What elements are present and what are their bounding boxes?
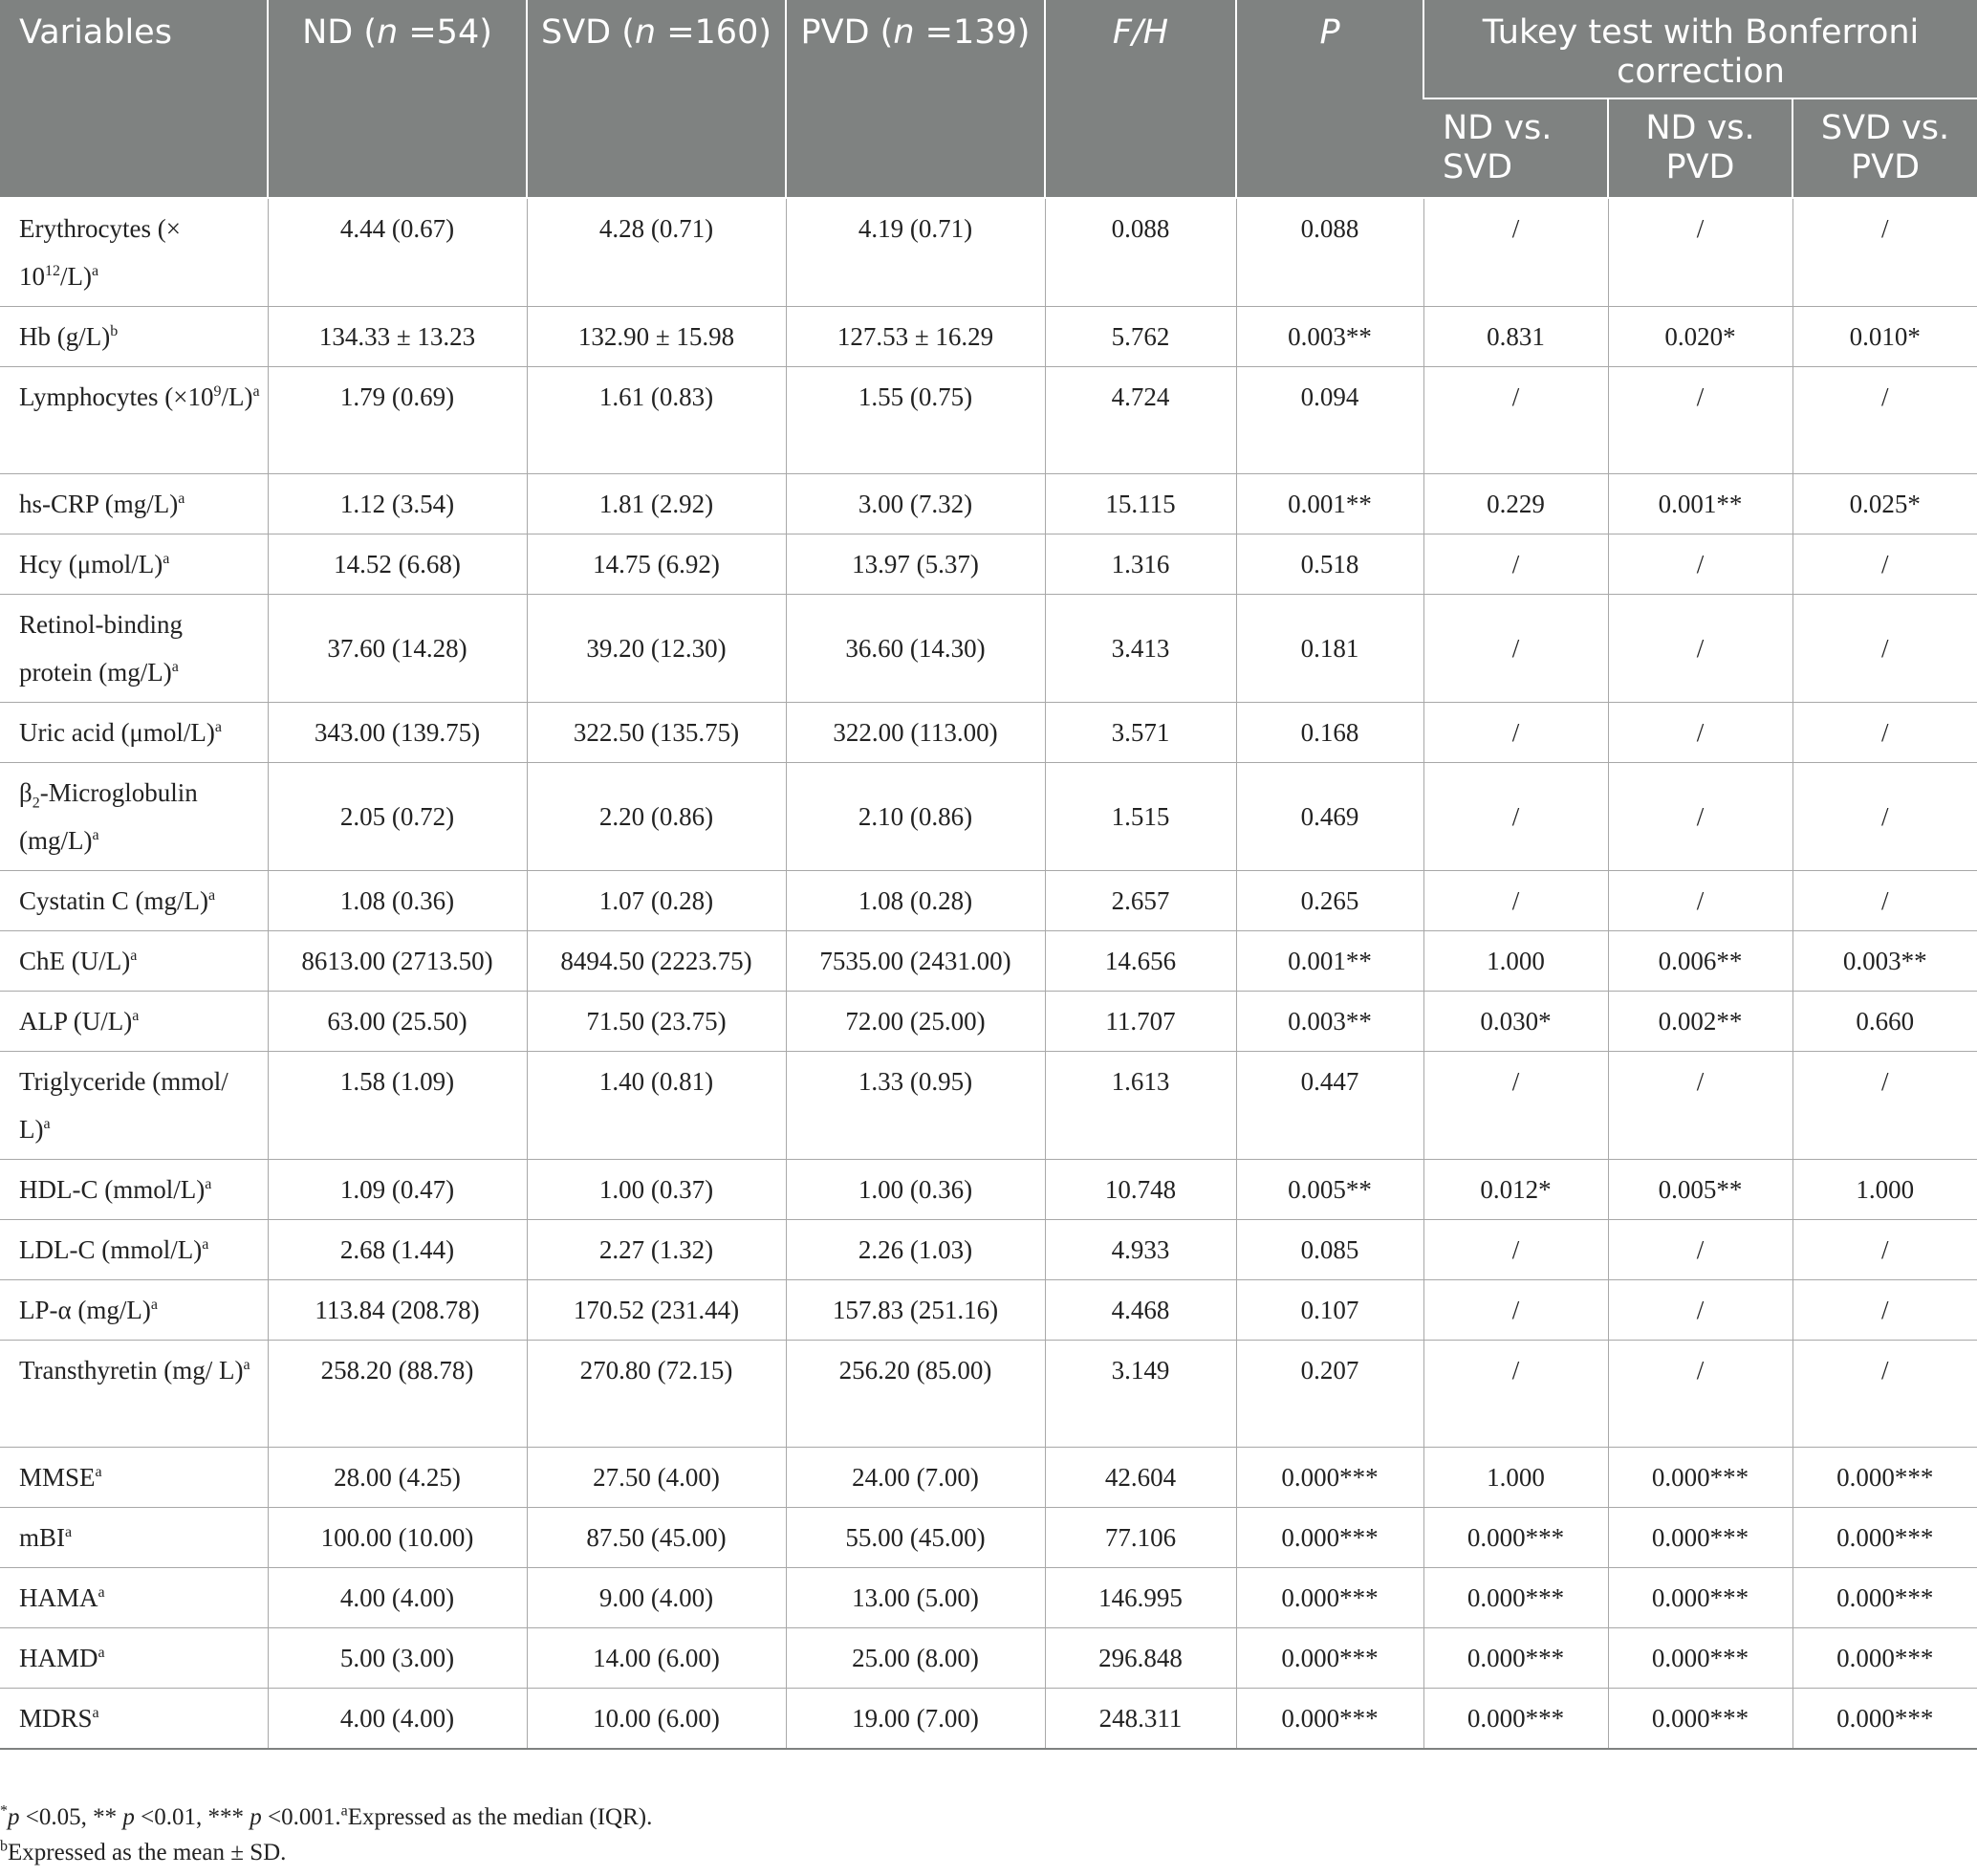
nd-value: 100.00 (10.00) (268, 1508, 527, 1568)
svd-vs-pvd: 0.025* (1792, 474, 1977, 534)
nd-value: 14.52 (6.68) (268, 534, 527, 595)
variable-name: HDL-C (mmol/L)$^a$ (0, 1160, 268, 1220)
nd-vs-svd: 0.000*** (1423, 1689, 1608, 1750)
variable-name: Retinol-binding protein $(mg/L)^a$ (0, 595, 268, 703)
header-nd: ND (n =54) (268, 0, 527, 198)
table-body (0, 198, 1977, 1749)
fh-value: 3.149 (1045, 1341, 1236, 1448)
nd-vs-svd: / (1423, 534, 1608, 595)
header-tukey: Tukey test with Bonferroni correction (1423, 0, 1977, 98)
nd-value: 63.00 (25.50) (268, 992, 527, 1052)
pvd-value: 72.00 (25.00) (786, 992, 1045, 1052)
variable-name: Uric acid $(\mu mol/L)^a$ (0, 703, 268, 763)
nd-vs-pvd: 0.006** (1608, 931, 1792, 992)
svd-vs-pvd: 0.010* (1792, 307, 1977, 367)
nd-vs-pvd: 0.000*** (1608, 1448, 1792, 1508)
nd-value: 1.79 (0.69) (268, 367, 527, 474)
svd-value: 14.75 (6.92) (527, 534, 786, 595)
svd-value: 2.20 (0.86) (527, 763, 786, 871)
variable-name: Triglyceride (mmol/ L)$^a$ (0, 1052, 268, 1160)
nd-value: 1.09 (0.47) (268, 1160, 527, 1220)
table-row (0, 1508, 1977, 1568)
pvd-value: 127.53 ± 16.29 (786, 307, 1045, 367)
svd-vs-pvd: 0.000*** (1792, 1628, 1977, 1689)
nd-value: 4.44 (0.67) (268, 198, 527, 307)
svd-vs-pvd: 0.000*** (1792, 1689, 1977, 1750)
svd-vs-pvd: 0.000*** (1792, 1508, 1977, 1568)
nd-vs-pvd: 0.000*** (1608, 1568, 1792, 1628)
nd-vs-svd: / (1423, 703, 1608, 763)
table-row (0, 763, 1977, 871)
p-value: 0.000*** (1236, 1448, 1423, 1508)
table-row (0, 931, 1977, 992)
nd-value: 28.00 (4.25) (268, 1448, 527, 1508)
variable-name: mBI$^a$ (0, 1508, 268, 1568)
nd-vs-pvd: / (1608, 1341, 1792, 1448)
variable-name: MMSE$^a$ (0, 1448, 268, 1508)
nd-vs-pvd: / (1608, 367, 1792, 474)
table-row (0, 1341, 1977, 1448)
pvd-value: 322.00 (113.00) (786, 703, 1045, 763)
svd-vs-pvd: / (1792, 1052, 1977, 1160)
svd-value: 39.20 (12.30) (527, 595, 786, 703)
header-nd-vs-pvd: ND vs. PVD (1608, 98, 1792, 198)
nd-vs-svd: / (1423, 1280, 1608, 1341)
p-value: 0.265 (1236, 871, 1423, 931)
svd-vs-pvd: / (1792, 595, 1977, 703)
pvd-value: 256.20 (85.00) (786, 1341, 1045, 1448)
p-value: 0.088 (1236, 198, 1423, 307)
svd-vs-pvd: / (1792, 1280, 1977, 1341)
p-value: 0.168 (1236, 703, 1423, 763)
nd-vs-pvd: / (1608, 1052, 1792, 1160)
svd-vs-pvd: / (1792, 534, 1977, 595)
fh-value: 296.848 (1045, 1628, 1236, 1689)
nd-vs-svd: 0.012* (1423, 1160, 1608, 1220)
svd-vs-pvd: / (1792, 763, 1977, 871)
nd-value: 4.00 (4.00) (268, 1689, 527, 1750)
nd-vs-pvd: 0.002** (1608, 992, 1792, 1052)
p-value: 0.000*** (1236, 1628, 1423, 1689)
pvd-value: 13.00 (5.00) (786, 1568, 1045, 1628)
nd-vs-pvd: / (1608, 1220, 1792, 1280)
header-nd-vs-svd: ND vs. SVD (1423, 98, 1608, 198)
header-fh: F/H (1045, 0, 1236, 198)
p-value: 0.000*** (1236, 1508, 1423, 1568)
nd-vs-svd: / (1423, 1052, 1608, 1160)
fh-value: 1.515 (1045, 763, 1236, 871)
svd-value: 10.00 (6.00) (527, 1689, 786, 1750)
svd-value: 27.50 (4.00) (527, 1448, 786, 1508)
p-value: 0.000*** (1236, 1568, 1423, 1628)
svd-vs-pvd: / (1792, 703, 1977, 763)
nd-vs-pvd: / (1608, 1280, 1792, 1341)
svd-value: 71.50 (23.75) (527, 992, 786, 1052)
nd-vs-pvd: / (1608, 595, 1792, 703)
nd-value: 113.84 (208.78) (268, 1280, 527, 1341)
svd-value: 132.90 ± 15.98 (527, 307, 786, 367)
nd-vs-svd: / (1423, 595, 1608, 703)
nd-value: 8613.00 (2713.50) (268, 931, 527, 992)
pvd-value: 1.08 (0.28) (786, 871, 1045, 931)
p-value: 0.518 (1236, 534, 1423, 595)
pvd-value: 13.97 (5.37) (786, 534, 1045, 595)
table-row (0, 1448, 1977, 1508)
table-row (0, 1160, 1977, 1220)
nd-vs-svd: 0.030* (1423, 992, 1608, 1052)
footnote-significance: *p <0.05, ** p <0.01, *** p <0.001.$^a$Expressed as the median (IQR). (0, 1802, 653, 1830)
nd-vs-svd: 0.000*** (1423, 1628, 1608, 1689)
nd-vs-pvd: / (1608, 763, 1792, 871)
variable-name: Cystatin C $(mg/L)^a$ (0, 871, 268, 931)
nd-value: 5.00 (3.00) (268, 1628, 527, 1689)
nd-vs-pvd: 0.000*** (1608, 1508, 1792, 1568)
table-row (0, 1280, 1977, 1341)
pvd-value: 3.00 (7.32) (786, 474, 1045, 534)
svd-vs-pvd: / (1792, 1220, 1977, 1280)
svd-value: 4.28 (0.71) (527, 198, 786, 307)
svd-vs-pvd: 0.000*** (1792, 1568, 1977, 1628)
fh-value: 0.088 (1045, 198, 1236, 307)
table-row (0, 198, 1977, 307)
nd-value: 343.00 (139.75) (268, 703, 527, 763)
svd-value: 9.00 (4.00) (527, 1568, 786, 1628)
nd-vs-pvd: 0.000*** (1608, 1628, 1792, 1689)
header-pvd: PVD (n =139) (786, 0, 1045, 198)
p-value: 0.107 (1236, 1280, 1423, 1341)
p-value: 0.181 (1236, 595, 1423, 703)
p-value: 0.085 (1236, 1220, 1423, 1280)
svd-value: 1.61 (0.83) (527, 367, 786, 474)
pvd-value: 55.00 (45.00) (786, 1508, 1045, 1568)
svd-vs-pvd: / (1792, 198, 1977, 307)
p-value: 0.469 (1236, 763, 1423, 871)
nd-vs-pvd: / (1608, 703, 1792, 763)
svd-value: 1.40 (0.81) (527, 1052, 786, 1160)
table-row (0, 871, 1977, 931)
table-row (0, 307, 1977, 367)
pvd-value: 1.00 (0.36) (786, 1160, 1045, 1220)
nd-value: 1.58 (1.09) (268, 1052, 527, 1160)
fh-value: 248.311 (1045, 1689, 1236, 1750)
svd-vs-pvd: 1.000 (1792, 1160, 1977, 1220)
fh-value: 1.316 (1045, 534, 1236, 595)
svd-value: 322.50 (135.75) (527, 703, 786, 763)
svd-value: 170.52 (231.44) (527, 1280, 786, 1341)
nd-value: 258.20 (88.78) (268, 1341, 527, 1448)
svd-vs-pvd: / (1792, 367, 1977, 474)
nd-vs-svd: 1.000 (1423, 1448, 1608, 1508)
fh-value: 14.656 (1045, 931, 1236, 992)
p-value: 0.447 (1236, 1052, 1423, 1160)
nd-vs-svd: / (1423, 763, 1608, 871)
pvd-value: 7535.00 (2431.00) (786, 931, 1045, 992)
p-value: 0.001** (1236, 474, 1423, 534)
nd-vs-svd: / (1423, 1341, 1608, 1448)
nd-vs-pvd: / (1608, 871, 1792, 931)
variable-name: LDL-C (mmol/L)$^a$ (0, 1220, 268, 1280)
nd-vs-svd: / (1423, 367, 1608, 474)
pvd-value: 24.00 (7.00) (786, 1448, 1045, 1508)
variable-name: Erythrocytes (× $10^{12}/L)^a$ (0, 198, 268, 307)
pvd-value: 2.10 (0.86) (786, 763, 1045, 871)
header-svd-vs-pvd: SVD vs. PVD (1792, 98, 1977, 198)
svd-vs-pvd: 0.660 (1792, 992, 1977, 1052)
nd-vs-pvd: 0.005** (1608, 1160, 1792, 1220)
pvd-value: 2.26 (1.03) (786, 1220, 1045, 1280)
p-value: 0.094 (1236, 367, 1423, 474)
table-row (0, 1628, 1977, 1689)
p-value: 0.207 (1236, 1341, 1423, 1448)
variable-name: LP-α $(mg/L)^a$ (0, 1280, 268, 1341)
nd-vs-pvd: 0.001** (1608, 474, 1792, 534)
svd-value: 8494.50 (2223.75) (527, 931, 786, 992)
nd-vs-svd: 0.000*** (1423, 1508, 1608, 1568)
header-p: P (1236, 0, 1423, 198)
p-value: 0.005** (1236, 1160, 1423, 1220)
variable-name: Hb $(g/L)^b$ (0, 307, 268, 367)
nd-value: 2.68 (1.44) (268, 1220, 527, 1280)
nd-vs-svd: 0.000*** (1423, 1568, 1608, 1628)
variable-name: Hcy $(\mu mol/L)^a$ (0, 534, 268, 595)
fh-value: 15.115 (1045, 474, 1236, 534)
svd-value: 1.00 (0.37) (527, 1160, 786, 1220)
nd-vs-pvd: / (1608, 198, 1792, 307)
nd-vs-svd: 0.831 (1423, 307, 1608, 367)
table-row (0, 1052, 1977, 1160)
table-footnotes (0, 1800, 652, 1870)
nd-vs-pvd: 0.020* (1608, 307, 1792, 367)
svd-value: 87.50 (45.00) (527, 1508, 786, 1568)
variable-name: ChE $(U/L)^a$ (0, 931, 268, 992)
svd-value: 1.81 (2.92) (527, 474, 786, 534)
svd-value: 14.00 (6.00) (527, 1628, 786, 1689)
fh-value: 10.748 (1045, 1160, 1236, 1220)
header-variables: Variables (0, 0, 268, 198)
nd-vs-svd: 1.000 (1423, 931, 1608, 992)
svd-vs-pvd: 0.003** (1792, 931, 1977, 992)
footnote-mean-sd: $^b$Expressed as the mean ± SD. (0, 1838, 287, 1865)
pvd-value: 36.60 (14.30) (786, 595, 1045, 703)
table-row (0, 367, 1977, 474)
svd-vs-pvd: 0.000*** (1792, 1448, 1977, 1508)
fh-value: 4.933 (1045, 1220, 1236, 1280)
nd-value: 2.05 (0.72) (268, 763, 527, 871)
nd-value: 134.33 ± 13.23 (268, 307, 527, 367)
p-value: 0.003** (1236, 992, 1423, 1052)
header-svd: SVD (n =160) (527, 0, 786, 198)
table-row (0, 1220, 1977, 1280)
fh-value: 42.604 (1045, 1448, 1236, 1508)
fh-value: 4.468 (1045, 1280, 1236, 1341)
pvd-value: 1.33 (0.95) (786, 1052, 1045, 1160)
table-row (0, 534, 1977, 595)
pvd-value: 1.55 (0.75) (786, 367, 1045, 474)
fh-value: 77.106 (1045, 1508, 1236, 1568)
table-row (0, 474, 1977, 534)
nd-vs-svd: 0.229 (1423, 474, 1608, 534)
table-row (0, 1689, 1977, 1750)
nd-vs-svd: / (1423, 198, 1608, 307)
table-row (0, 992, 1977, 1052)
nd-value: 37.60 (14.28) (268, 595, 527, 703)
fh-value: 5.762 (1045, 307, 1236, 367)
nd-vs-pvd: / (1608, 534, 1792, 595)
p-value: 0.003** (1236, 307, 1423, 367)
svd-vs-pvd: / (1792, 1341, 1977, 1448)
table-row (0, 595, 1977, 703)
svd-value: 2.27 (1.32) (527, 1220, 786, 1280)
variable-name: hs-CRP $(mg/L)^a$ (0, 474, 268, 534)
variable-name: $\beta_2$-Microglobulin $(mg/L)^a$ (0, 763, 268, 871)
pvd-value: 19.00 (7.00) (786, 1689, 1045, 1750)
variable-name: Transthyretin (mg/ L)$^a$ (0, 1341, 268, 1448)
table-row (0, 1568, 1977, 1628)
nd-value: 1.12 (3.54) (268, 474, 527, 534)
nd-value: 1.08 (0.36) (268, 871, 527, 931)
p-value: 0.001** (1236, 931, 1423, 992)
svd-vs-pvd: / (1792, 871, 1977, 931)
fh-value: 3.571 (1045, 703, 1236, 763)
p-value: 0.000*** (1236, 1689, 1423, 1750)
nd-vs-svd: / (1423, 1220, 1608, 1280)
variable-name: MDRS$^a$ (0, 1689, 268, 1750)
table-row (0, 703, 1977, 763)
svd-value: 1.07 (0.28) (527, 871, 786, 931)
fh-value: 146.995 (1045, 1568, 1236, 1628)
nd-vs-svd: / (1423, 871, 1608, 931)
variable-name: ALP $(U/L)^a$ (0, 992, 268, 1052)
fh-value: 2.657 (1045, 871, 1236, 931)
pvd-value: 157.83 (251.16) (786, 1280, 1045, 1341)
fh-value: 1.613 (1045, 1052, 1236, 1160)
pvd-value: 4.19 (0.71) (786, 198, 1045, 307)
variable-name: HAMD$^a$ (0, 1628, 268, 1689)
nd-vs-pvd: 0.000*** (1608, 1689, 1792, 1750)
fh-value: 4.724 (1045, 367, 1236, 474)
nd-value: 4.00 (4.00) (268, 1568, 527, 1628)
svd-value: 270.80 (72.15) (527, 1341, 786, 1448)
variable-name: HAMA$^a$ (0, 1568, 268, 1628)
pvd-value: 25.00 (8.00) (786, 1628, 1045, 1689)
fh-value: 11.707 (1045, 992, 1236, 1052)
variable-name: Lymphocytes $(\times 10^9/L)^a$ (0, 367, 268, 474)
fh-value: 3.413 (1045, 595, 1236, 703)
